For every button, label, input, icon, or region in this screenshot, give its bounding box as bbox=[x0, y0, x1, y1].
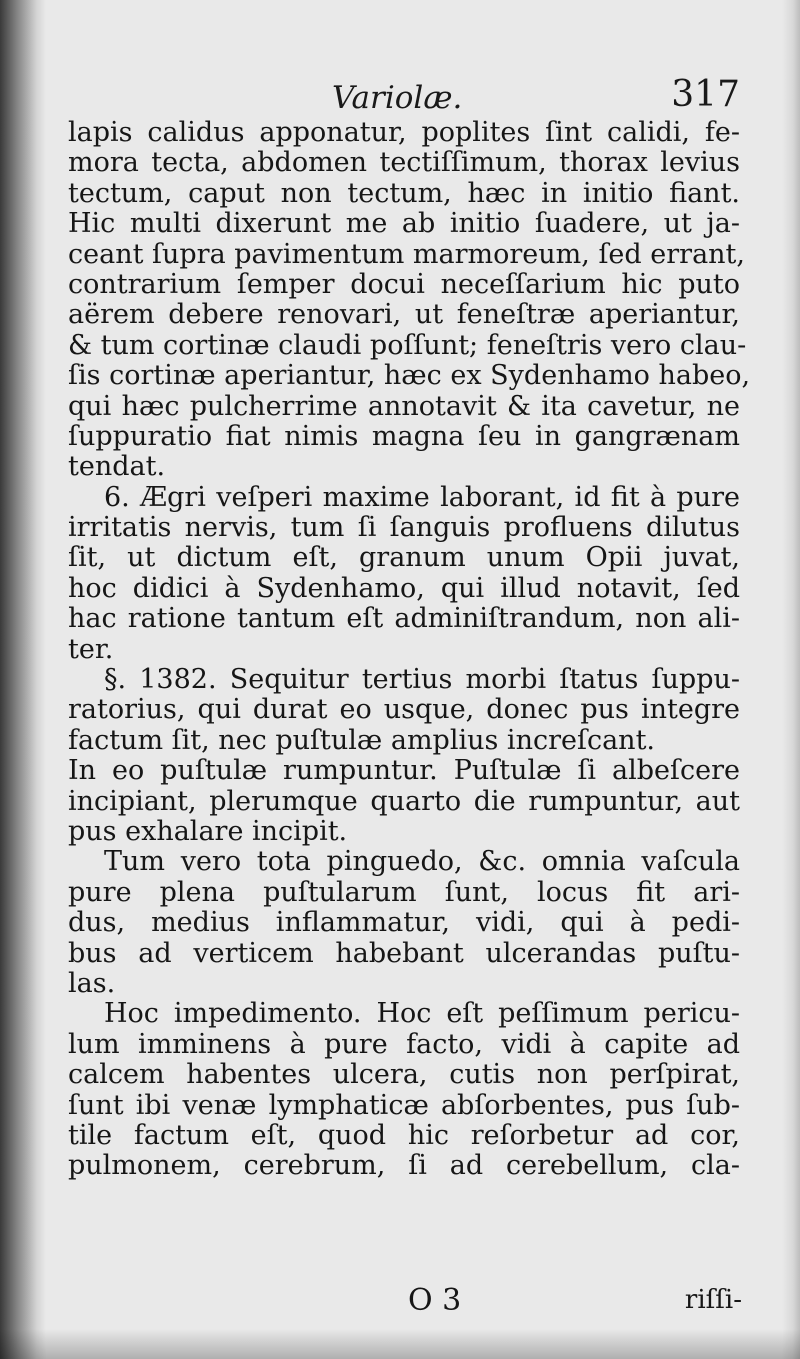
text-line: Hoc impedimento. Hoc eſt peſſimum pericu- bbox=[104, 998, 740, 1030]
text-line: ceant ſupra pavimentum marmoreum, ſed errant, bbox=[68, 238, 745, 270]
text-line: lum imminens à pure facto, vidi à capite ad bbox=[68, 1028, 740, 1060]
text-line: bus ad verticem habebant ulcerandas puſtu- bbox=[68, 937, 740, 969]
text-line: aërem debere renovari, ut feneſtræ aperiantur, bbox=[68, 299, 740, 331]
text-line: mora tecta, abdomen tectiſſimum, thorax levius bbox=[68, 147, 740, 179]
text-line: ratorius, qui durat eo usque, donec pus integre bbox=[68, 694, 740, 726]
text-line: pure plena puſtularum ſunt, locus fit ari- bbox=[68, 876, 740, 908]
running-title: Variolæ. bbox=[332, 80, 463, 116]
text-line: ſunt ibi venæ lymphaticæ abſorbentes, pus ſub- bbox=[68, 1089, 740, 1121]
catchword: riſſi- bbox=[684, 1285, 742, 1315]
text-line: ſis cortinæ aperiantur, hæc ex Sydenhamo habeo, bbox=[68, 360, 751, 392]
text-line: Hic multi dixerunt me ab initio ſuadere, ut ja- bbox=[68, 208, 740, 240]
text-line: tectum, caput non tectum, hæc in initio fiant. bbox=[68, 177, 740, 209]
page-number: 317 bbox=[671, 74, 740, 115]
text-line: factum ſit, nec puſtulæ amplius increſcant. bbox=[68, 724, 655, 756]
gutter-shadow bbox=[0, 0, 46, 1359]
page-edge bbox=[782, 0, 800, 1359]
text-line: tendat. bbox=[68, 451, 166, 483]
text-line: §. 1382. Sequitur tertius morbi ſtatus ſuppu- bbox=[104, 664, 740, 696]
text-line: dus, medius inflammatur, vidi, qui à pedi- bbox=[68, 907, 740, 939]
text-line: 6. Ægri veſperi maxime laborant, id fit à pure bbox=[104, 481, 740, 513]
text-line: incipiant, plerumque quarto die rumpuntur, aut bbox=[68, 785, 740, 817]
text-line: qui hæc pulcherrime annotavit & ita cavetur, ne bbox=[68, 390, 740, 422]
text-line: las. bbox=[68, 967, 116, 999]
text-line: ſuppuratio fiat nimis magna ſeu in gangrænam bbox=[68, 420, 740, 452]
text-line: ſit, ut dictum eſt, granum unum Opii juvat, bbox=[68, 542, 740, 574]
text-line: In eo puſtulæ rumpuntur. Puſtulæ ſi albeſcere bbox=[68, 755, 740, 787]
signature-mark: O 3 bbox=[408, 1283, 462, 1318]
text-line: irritatis nervis, tum ſi ſanguis profluens dilutus bbox=[68, 512, 740, 544]
text-line: hac ratione tantum eſt adminiſtrandum, non ali- bbox=[68, 603, 740, 635]
page-footer bbox=[70, 1283, 742, 1323]
text-line: pulmonem, cerebrum, ſi ad cerebellum, cla- bbox=[68, 1150, 740, 1182]
body-text bbox=[68, 117, 751, 1182]
text-line: tile factum eſt, quod hic reſorbetur ad cor, bbox=[68, 1119, 740, 1151]
bottom-shadow bbox=[0, 1329, 800, 1359]
text-line: hoc didici à Sydenhamo, qui illud notavit, ſed bbox=[68, 572, 740, 604]
text-line: lapis calidus apponatur, poplites ſint calidi, fe- bbox=[68, 117, 740, 148]
text-line: Tum vero tota pinguedo, &c. omnia vaſcula bbox=[104, 846, 740, 878]
text-line: pus exhalare incipit. bbox=[68, 815, 348, 847]
text-line: & tum cortinæ claudi poſſunt; feneſtris vero clau- bbox=[68, 329, 747, 361]
text-line: contrarium ſemper docui neceſſarium hic puto bbox=[68, 268, 740, 300]
text-line: ter. bbox=[68, 633, 114, 665]
text-line: calcem habentes ulcera, cutis non perſpirat, bbox=[68, 1059, 740, 1091]
